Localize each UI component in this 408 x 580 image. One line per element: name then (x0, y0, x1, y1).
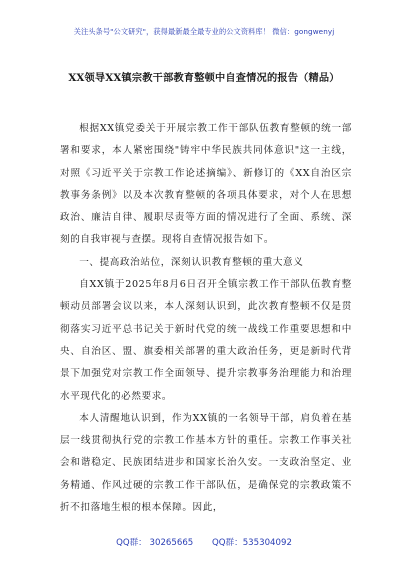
document-body (60, 118, 352, 519)
footer-qq-right: QQ群：535304092 (212, 538, 292, 548)
footer (0, 536, 408, 548)
paragraph-meeting: 自XX镇于2025年8月6日召开全镇宗教工作干部队伍教育整顿动员部署会议以来，本人深刻认识到，此次教育整顿不仅是贯彻落实习近平总书记关于新时代党的统一战线工作重要思想和中央、自治区、盟、旗委相关部署的重大政治任务，更是新时代背景下加强党对宗教工作全面领导、提升宗教事务治理能力和治理水平现代化的必然要求。 (60, 279, 352, 402)
section-heading: 一、提高政治站位，深刻认识教育整顿的重大意义 (79, 256, 304, 268)
header-banner: 关注头条号"公文研究"，获得最新最全最专业的公文资料库！ 微信：gongwenyj (73, 27, 335, 36)
paragraph-responsibility: 本人清醒地认识到，作为XX镇的一名领导干部，肩负着在基层一线贯彻执行党的宗教工作基本方针的重任。宗教工作事关社会和谐稳定、民族团结进步和国家长治久安。一支政治坚定、业务精通、作风过硬的宗教工作干部队伍，是确保党的宗教政策不折不扣落地生根的根本保障。因此， (60, 412, 352, 514)
paragraph-intro: 根据XX镇党委关于开展宗教工作干部队伍教育整顿的统一部署和要求，本人紧密围绕"铸牢中华民族共同体意识"这一主线，对照《习近平关于宗教工作论述摘编》、新修订的《XX自治区宗教事务条例》以及本次教育整顿的各项具体要求，对个人在思想政治、廉洁自律、履职尽责等方面的情况进行了全面、系统、深刻的自我审视与查摆。现将自查情况报告如下。 (60, 123, 352, 246)
document-title: XX领导XX镇宗教干部教育整顿中自查情况的报告（精品） (68, 72, 340, 84)
footer-qq-left: QQ群： 30265665 (116, 538, 194, 548)
